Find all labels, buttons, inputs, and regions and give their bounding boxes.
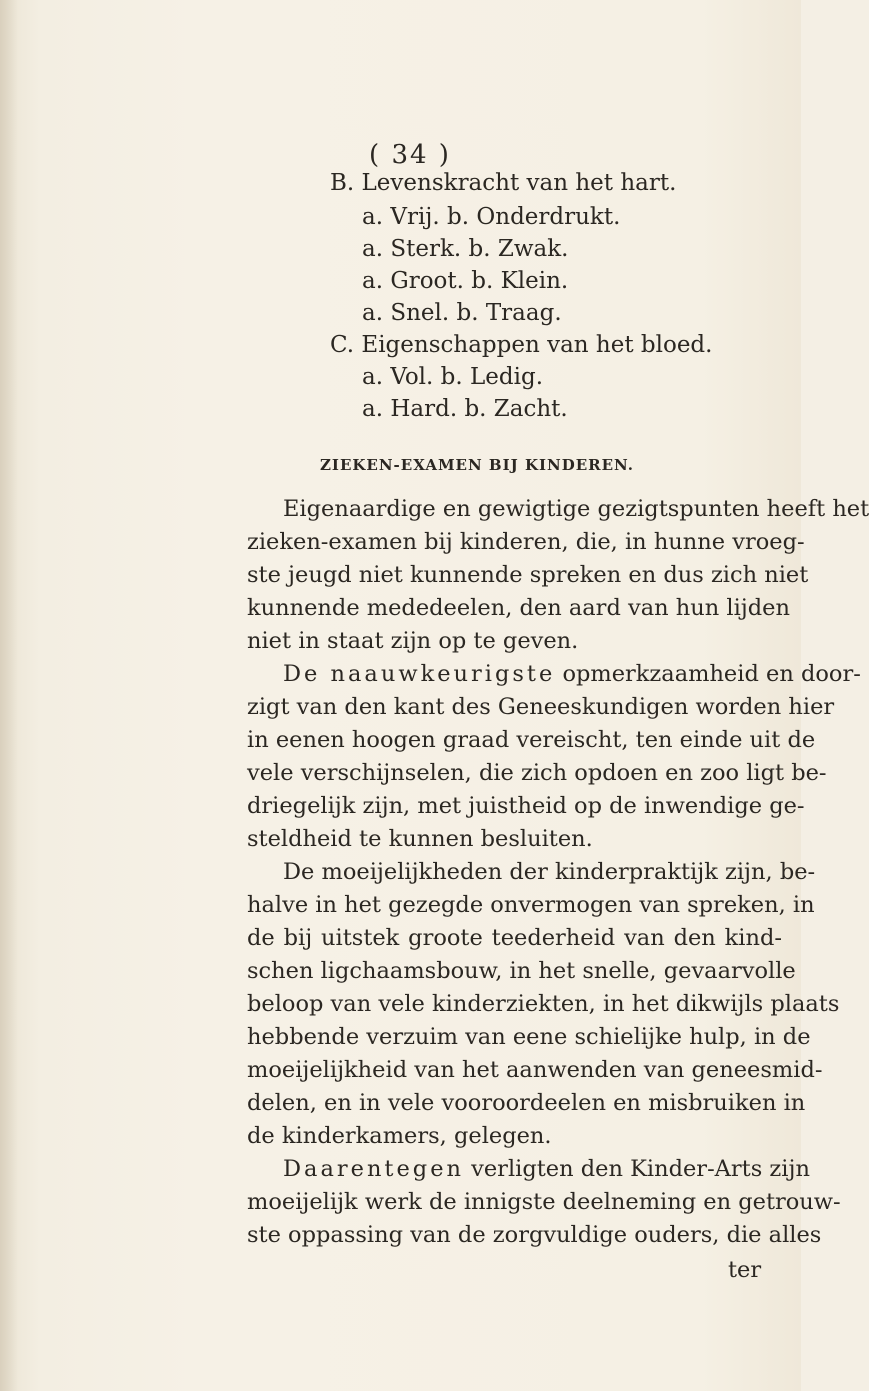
paragraph-line: schen ligchaamsbouw, in het snelle, gevaarvolle	[247, 958, 796, 984]
paragraph-line	[283, 1156, 810, 1182]
list-line: a. Groot. b. Klein.	[362, 268, 569, 294]
paragraph-line-rest: verligten den Kinder-Arts zijn	[471, 1156, 810, 1182]
list-line-c: C. Eigenschappen van het bloed.	[330, 332, 713, 358]
section-heading: ZIEKEN-EXAMEN BIJ KINDEREN.	[319, 456, 635, 474]
paragraph-line: de kinderkamers, gelegen.	[247, 1123, 552, 1149]
paragraph-line: zieken-examen bij kinderen, die, in hunne vroeg-	[247, 529, 805, 555]
paragraph-line: Eigenaardige en gewigtige gezigtspunten heeft het	[283, 496, 869, 522]
paragraph-line: driegelijk zijn, met juistheid op de inwendige ge-	[247, 793, 805, 819]
paragraph-line: moeijelijk werk de innigste deelneming en getrouw-	[247, 1189, 841, 1215]
spaced-word: Daarentegen	[283, 1156, 464, 1182]
list-line: a. Hard. b. Zacht.	[362, 396, 568, 422]
paragraph-line: De moeijelijkheden der kinderpraktijk zijn, be-	[283, 859, 816, 885]
paragraph-line: hebbende verzuim van eene schielijke hulp, in de	[247, 1024, 811, 1050]
paragraph-line: halve in het gezegde onvermogen van spreken, in	[247, 892, 815, 918]
paragraph-line: in eenen hoogen graad vereischt, ten einde uit de	[247, 727, 816, 753]
paragraph-line: kunnende mededeelen, den aard van hun lijden	[247, 595, 790, 621]
paragraph-line: de bij uitstek groote teederheid van den kind-	[247, 925, 782, 951]
spaced-word: De naauwkeurigste	[283, 661, 556, 687]
paragraph-line: ste jeugd niet kunnende spreken en dus zich niet	[247, 562, 809, 588]
paragraph-line: niet in staat zijn op te geven.	[247, 628, 579, 654]
paragraph-line	[283, 661, 861, 687]
paragraph-line: zigt van den kant des Geneeskundigen worden hier	[247, 694, 835, 720]
page-number: ( 34 )	[369, 140, 451, 170]
catchword: ter	[728, 1257, 762, 1283]
paragraph-line: moeijelijkheid van het aanwenden van geneesmid-	[247, 1057, 823, 1083]
paragraph-line: steldheid te kunnen besluiten.	[247, 826, 593, 852]
page-fold-shadow	[0, 0, 18, 1391]
paragraph-line: vele verschijnselen, die zich opdoen en zoo ligt be-	[247, 760, 827, 786]
paragraph-line-rest: opmerkzaamheid en door-	[562, 661, 861, 687]
list-line: a. Vol. b. Ledig.	[362, 364, 544, 390]
list-line: a. Sterk. b. Zwak.	[362, 236, 569, 262]
list-line-b: B. Levenskracht van het hart.	[330, 170, 677, 196]
paragraph-line: beloop van vele kinderziekten, in het dikwijls plaats	[247, 991, 840, 1017]
list-line: a. Snel. b. Traag.	[362, 300, 562, 326]
list-line: a. Vrij. b. Onderdrukt.	[362, 204, 621, 230]
paragraph-line: delen, en in vele vooroordeelen en misbruiken in	[247, 1090, 806, 1116]
paragraph-line: ste oppassing van de zorgvuldige ouders, die alles	[247, 1222, 822, 1248]
